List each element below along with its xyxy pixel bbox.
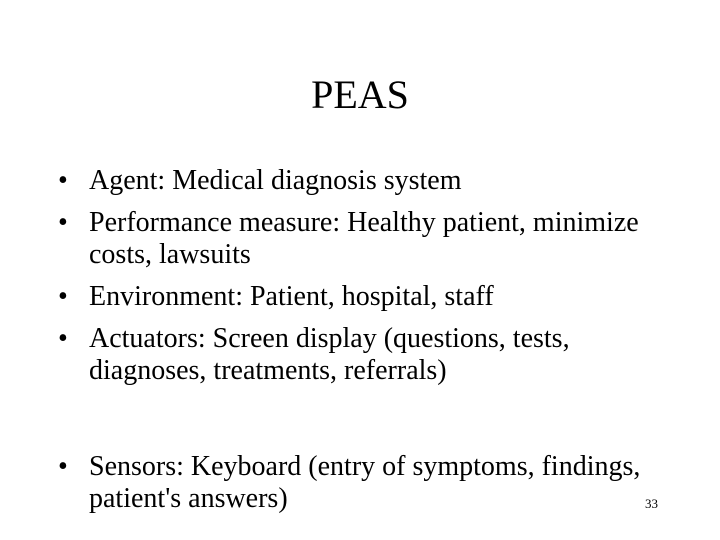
bullet-item-actuators (58, 323, 658, 387)
bullet-item-performance-measure (58, 207, 658, 271)
slide-title: PEAS (311, 72, 409, 117)
bullet-dot-icon: • (58, 323, 68, 354)
bullet-dot-icon: • (58, 281, 68, 312)
bullet-item-environment (58, 281, 658, 313)
bullet-dot-icon: • (58, 451, 68, 482)
bullet-text: Actuators: Screen display (questions, tests, diagnoses, treatments, referrals) (89, 323, 570, 386)
bullet-text: Agent: Medical diagnosis system (89, 165, 462, 196)
bullet-list (58, 165, 658, 525)
page-number: 33 (645, 496, 658, 511)
bullet-item-agent (58, 165, 658, 197)
bullet-item-sensors (58, 451, 658, 515)
bullet-text: Sensors: Keyboard (entry of symptoms, findings, patient's answers) (89, 451, 641, 514)
bullet-dot-icon: • (58, 207, 68, 238)
bullet-dot-icon: • (58, 165, 68, 196)
bullet-text: Environment: Patient, hospital, staff (89, 281, 494, 312)
bullet-text: Performance measure: Healthy patient, minimize costs, lawsuits (89, 207, 639, 270)
